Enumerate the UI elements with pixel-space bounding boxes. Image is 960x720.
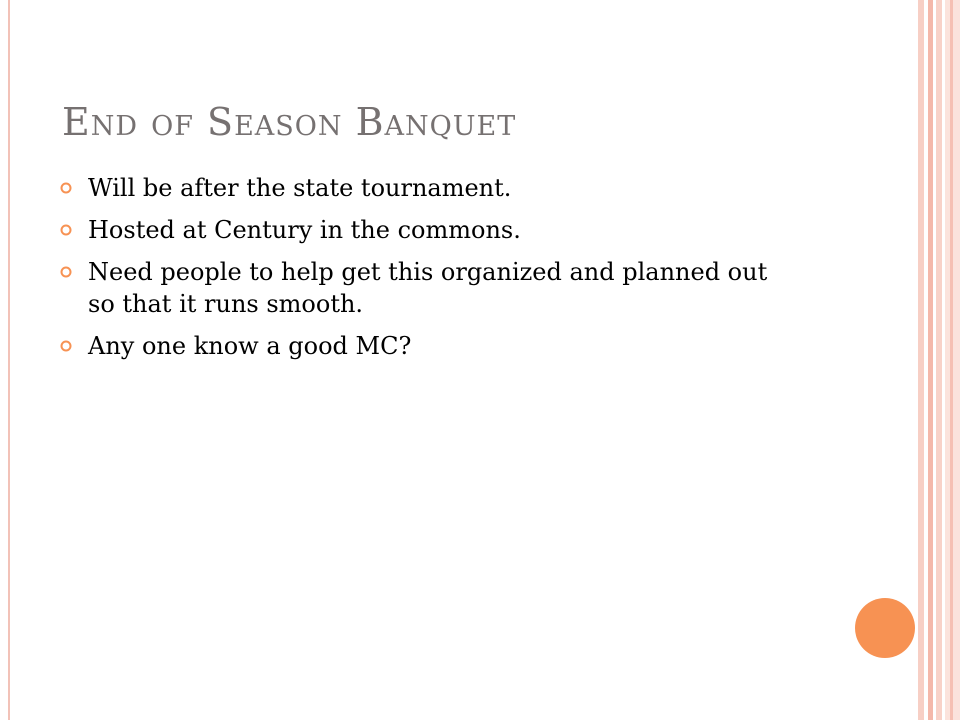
orange-ring-icon	[60, 340, 72, 352]
right-decorative-band	[950, 0, 953, 720]
left-border-line	[8, 0, 10, 720]
orange-ring-icon	[60, 266, 72, 278]
bullet-item	[60, 330, 780, 362]
bullet-text: Any one know a good MC?	[88, 332, 412, 360]
right-decorative-band	[936, 0, 942, 720]
orange-ring-icon	[60, 182, 72, 194]
orange-ring-icon	[60, 224, 72, 236]
slide-title: End of Season Banquet	[62, 100, 517, 144]
right-decorative-band	[928, 0, 933, 720]
bullet-text: Need people to help get this organized and planned out so that it runs smooth.	[88, 258, 768, 318]
right-decorative-band	[918, 0, 924, 720]
bullet-item	[60, 214, 780, 246]
orange-circle-decoration	[855, 598, 915, 658]
bullet-text: Will be after the state tournament.	[88, 174, 512, 202]
bullet-item	[60, 256, 780, 320]
bullet-text: Hosted at Century in the commons.	[88, 216, 521, 244]
bullet-item	[60, 172, 780, 204]
bullet-list	[60, 172, 780, 372]
